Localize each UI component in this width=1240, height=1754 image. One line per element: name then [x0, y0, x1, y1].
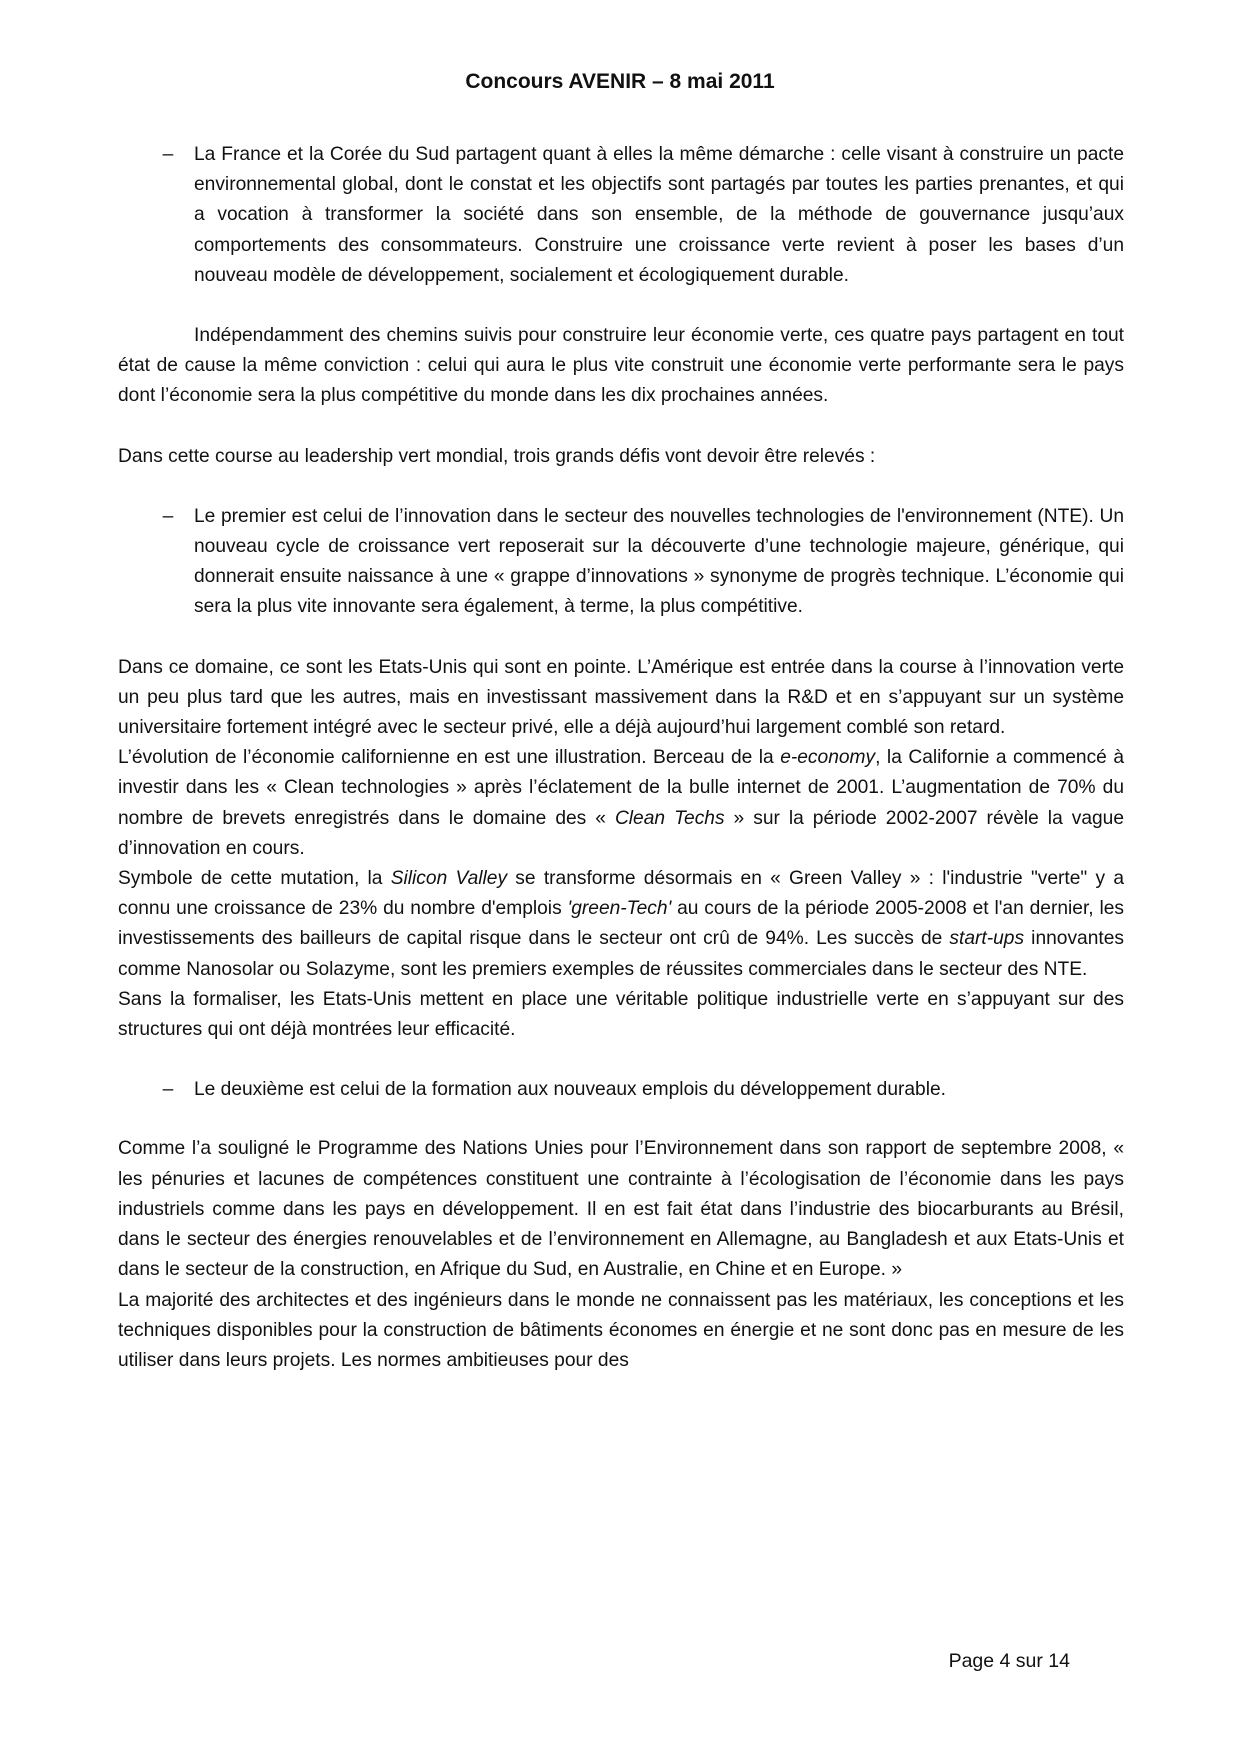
paragraph-architectes: La majorité des architectes et des ingénieurs dans le monde ne connaissent pas les matériaux, les conceptions et les techniques disponibles pour la construction de bâtiments économes en énergie et ne sont donc pas en mesure de les utiliser dans leurs projets. Les normes ambitieuses pour des [118, 1289, 1124, 1371]
bullet-text: Le premier est celui de l’innovation dans le secteur des nouvelles technologies de l'environnement (NTE). Un nouveau cycle de croissance vert reposerait sur la découverte d’une technologie majeure, générique, qui donnerait ensuite naissance à une « grappe d’innovations » synonyme de progrès technique. L’économie qui sera la plus vite innovante sera également, à terme, la plus compétitive. [194, 505, 1124, 618]
paragraph-conviction: Indépendamment des chemins suivis pour construire leur économie verte, ces quatre pays partagent en tout état de cause la même conviction : celui qui aura le plus vite construit une économie verte performante sera le pays dont l’économie sera la plus compétitive du monde dans les dix prochaines années. [118, 325, 1124, 407]
paragraph-defis: Dans cette course au leadership vert mondial, trois grands défis vont devoir être relevés : [118, 445, 876, 467]
dash-marker: – [162, 505, 174, 527]
bullet-item-formation [118, 1075, 1124, 1105]
bullet-text: La France et la Corée du Sud partagent quant à elles la même démarche : celle visant à construire un pacte environnemental global, dont le constat et les objectifs sont partagés par toutes les parties prenantes, et qui a vocation à transformer la société dans son ensemble, de la méthode de gouvernance jusqu’aux comportements des consommateurs. Construire une croissance verte revient à poser les bases d’un nouveau modèle de développement, socialement et écologiquement durable. [194, 144, 1124, 286]
document-body [118, 140, 1124, 1376]
bullet-item-france-coree [118, 140, 1124, 291]
dash-marker: – [162, 1079, 174, 1101]
bullet-item-innovation [118, 502, 1124, 623]
paragraph-green-valley: Symbole de cette mutation, la Silicon Valley se transforme désormais en « Green Valley » : l'industrie "verte" y a connu une croissance de 23% du nombre d'emplois 'green-Tech' au cours de la période 2005-2008 et l'an dernier, les investissements des bailleurs de capital risque dans le secteur ont crû de 94%. Les succès de start-ups innovantes comme Nanosolar ou Solazyme, sont les premiers exemples de réussites commerciales dans le secteur des NTE. [118, 868, 1125, 980]
page-number: Page 4 sur 14 [948, 1650, 1070, 1672]
paragraph-californie: L’évolution de l’économie californienne en est une illustration. Berceau de la e-economy, la Californie a commencé à investir dans les « Clean technologies » après l’éclatement de la bulle internet de 2001. L’augmentation de 70% du nombre de brevets enregistrés dans le domaine des « Clean Techs » sur la période 2002-2007 révèle la vague d’innovation en cours. [118, 747, 1125, 859]
bullet-text: Le deuxième est celui de la formation aux nouveaux emplois du développement durable. [194, 1079, 946, 1101]
dash-marker: – [162, 144, 174, 165]
paragraph-etats-unis: Dans ce domaine, ce sont les Etats-Unis qui sont en pointe. L’Amérique est entrée dans la course à l’innovation verte un peu plus tard que les autres, mais en investissant massivement dans la R&D et en s’appuyant sur un système universitaire fortement intégré avec le secteur privé, elle a déjà aujourd’hui largement comblé son retard. [118, 656, 1124, 739]
paragraph-pnue: Comme l’a souligné le Programme des Nations Unies pour l’Environnement dans son rapport de septembre 2008, « les pénuries et lacunes de compétences constituent une contrainte à l’écologisation de l’économie dans les pays industriels comme dans les pays en développement. Il en est fait état dans l’industrie des biocarburants au Brésil, dans le secteur des énergies renouvelables et de l’environnement en Allemagne, au Bangladesh et aux Etats-Unis et dans le secteur de la construction, en Afrique du Sud, en Australie, en Chine et en Europe. » [118, 1138, 1124, 1281]
page-header-title: Concours AVENIR – 8 mai 2011 [465, 70, 775, 93]
paragraph-politique-industrielle: Sans la formaliser, les Etats-Unis mettent en place une véritable politique industrielle verte en s’appuyant sur des structures qui ont déjà montrées leur efficacité. [118, 988, 1124, 1041]
